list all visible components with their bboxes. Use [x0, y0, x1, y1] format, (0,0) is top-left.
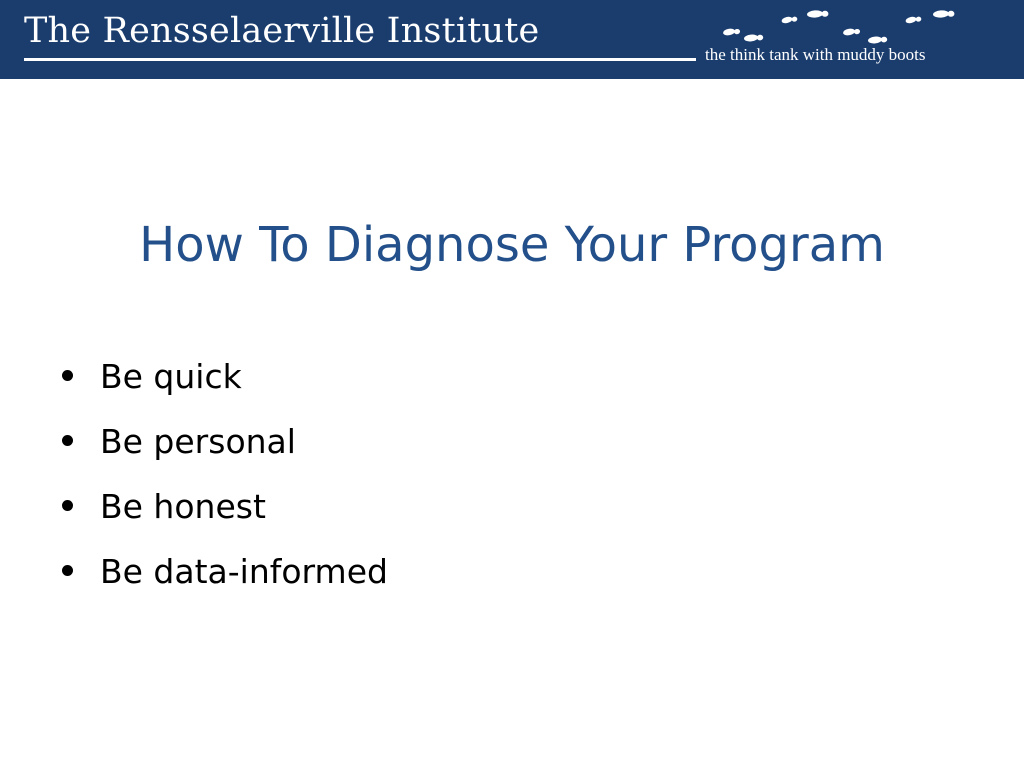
bootprint-icon: [744, 33, 764, 42]
slide-title: How To Diagnose Your Program: [139, 217, 885, 273]
bullet-dot-icon: [62, 370, 73, 381]
tagline: the think tank with muddy boots: [705, 45, 926, 64]
bullet-text: Be honest: [100, 487, 266, 526]
bullet-text: Be quick: [100, 357, 242, 396]
bullet-dot-icon: [62, 435, 73, 446]
bullet-text: Be personal: [100, 422, 296, 461]
bootprint-icon: [807, 9, 829, 18]
header-banner: [0, 0, 1024, 79]
bullet-dot-icon: [62, 500, 73, 511]
organization-name: The Rensselaerville Institute: [24, 11, 540, 51]
banner-divider: [24, 58, 696, 61]
bullet-text: Be data-informed: [100, 552, 388, 591]
bootprint-icon: [723, 27, 741, 37]
bootprint-icon: [905, 15, 922, 25]
bootprint-icon: [843, 27, 861, 37]
bootprint-icon: [868, 35, 888, 44]
bootprints-icon: [715, 4, 975, 48]
bootprint-icon: [933, 9, 955, 18]
bullet-dot-icon: [62, 565, 73, 576]
bootprint-icon: [781, 15, 798, 25]
